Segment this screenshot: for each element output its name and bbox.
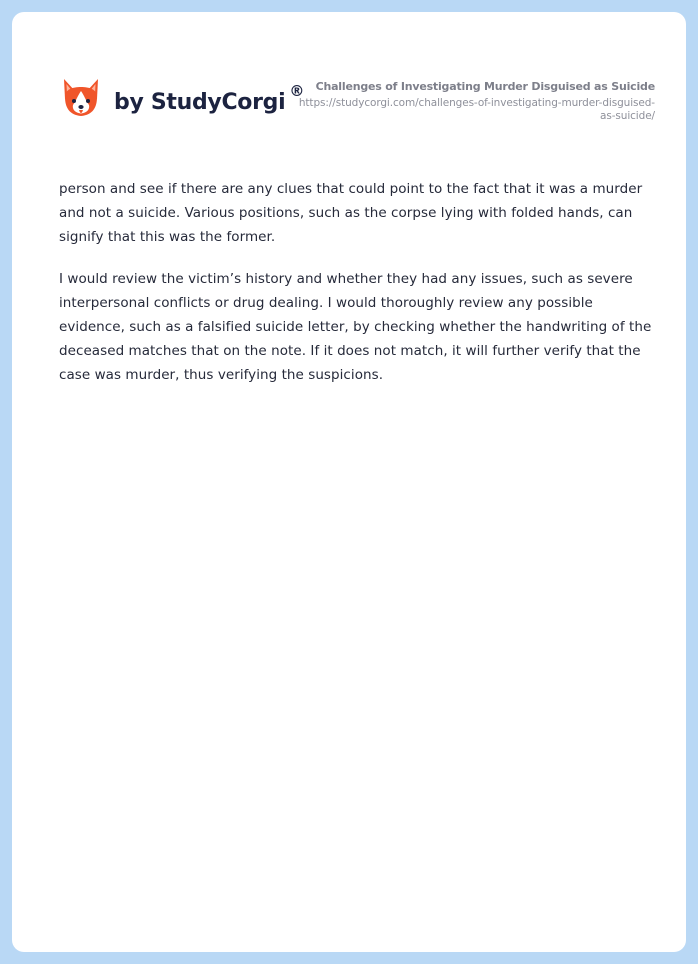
document-page	[12, 12, 686, 952]
studycorgi-logo[interactable]	[61, 76, 304, 124]
document-title: Challenges of Investigating Murder Disguised as Suicide	[315, 80, 655, 93]
page-header	[12, 12, 686, 142]
document-meta	[295, 80, 655, 123]
body-paragraph: person and see if there are any clues that could point to the fact that it was a murder and not a suicide. Various positions, such as the corpse lying with folded hands, can signify that this was the former.	[59, 181, 643, 245]
document-url[interactable]: https://studycorgi.com/challenges-of-investigating-murder-disguised-as-suicide/	[298, 97, 655, 122]
document-body	[59, 177, 653, 405]
body-paragraph: I would review the victim’s history and whether they had any issues, such as severe interpersonal conflicts or drug dealing. I would thoroughly review any possible evidence, such as a falsified suicide letter, by checking whether the handwriting of the deceased matches that on the note. If it does not match, it will further verify that the case was murder, thus verifying the suspicions.	[59, 271, 652, 383]
brand-name: by StudyCorgi	[114, 89, 286, 115]
corgi-logo-icon	[61, 77, 101, 123]
registered-mark: ®	[289, 82, 305, 100]
